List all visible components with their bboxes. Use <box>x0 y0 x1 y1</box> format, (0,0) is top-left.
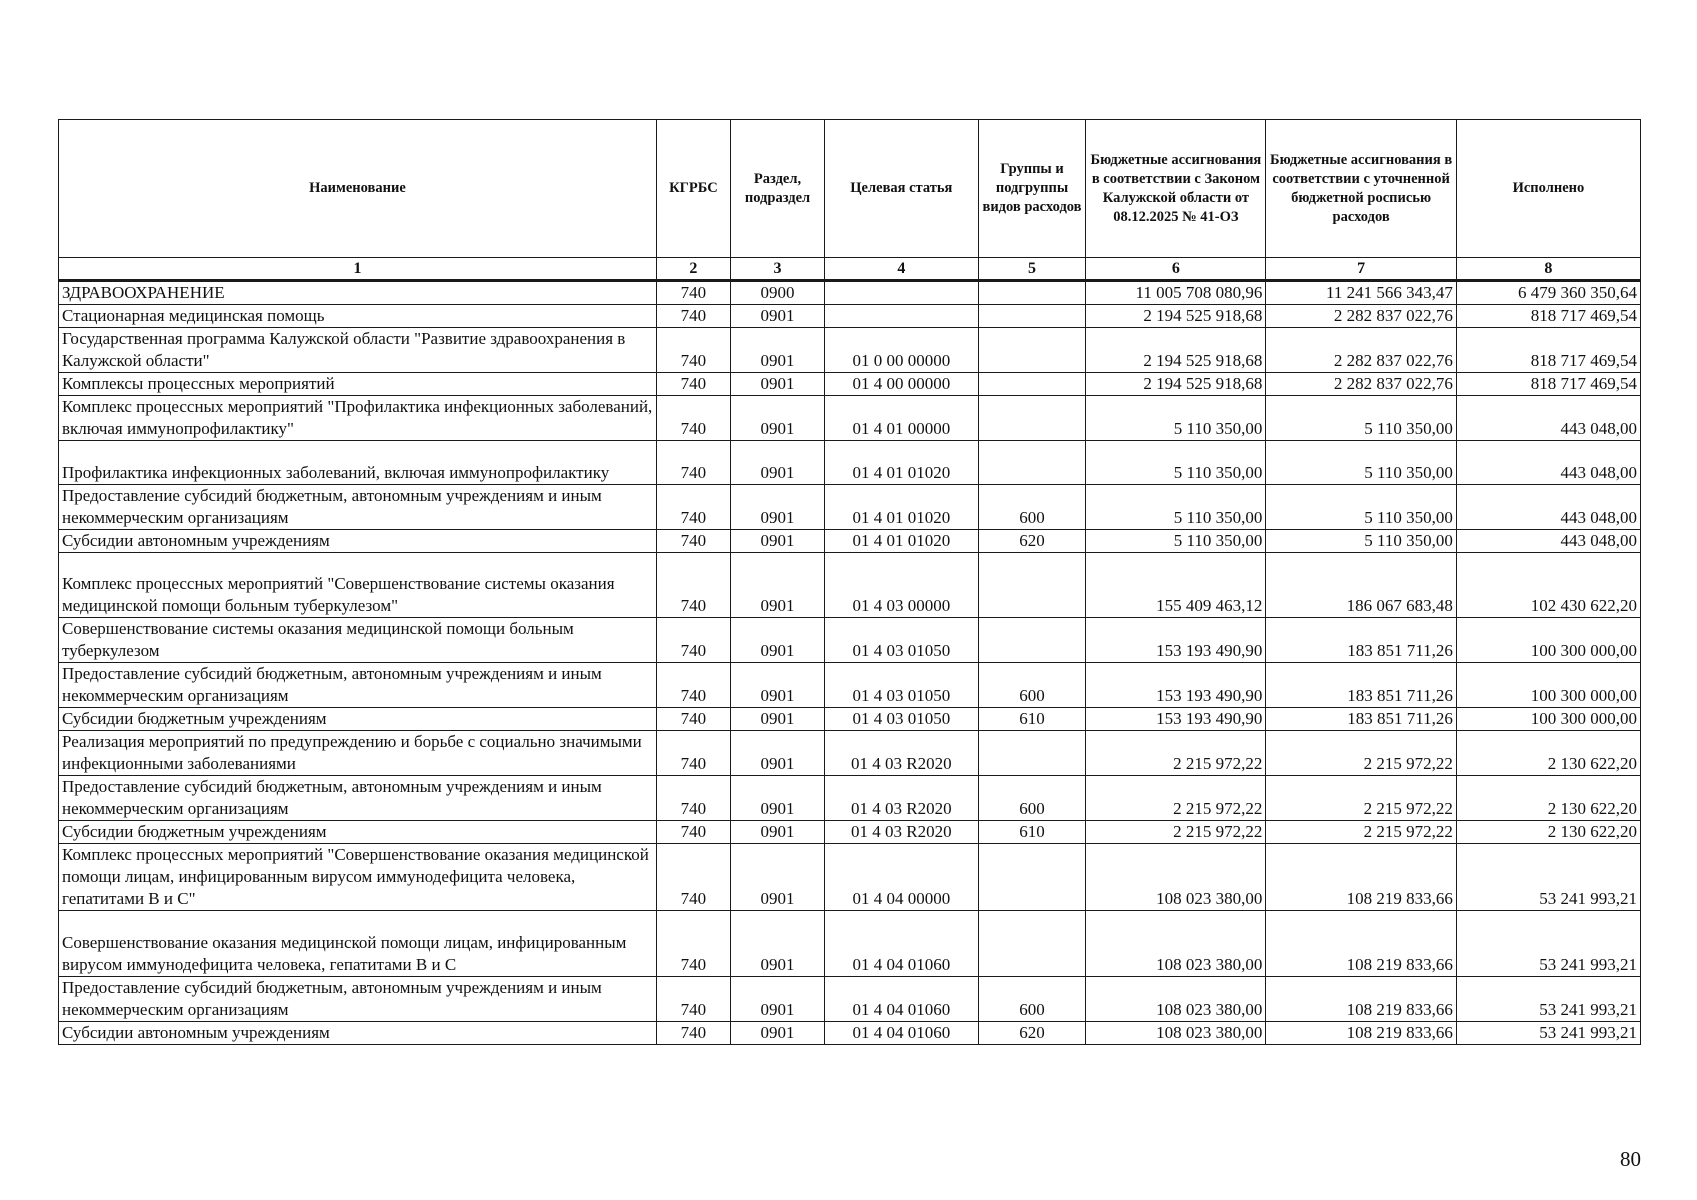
row-law-allocation: 11 005 708 080,96 <box>1086 281 1266 305</box>
row-expense-group: 600 <box>978 663 1086 708</box>
row-section: 0901 <box>730 821 824 844</box>
row-section: 0901 <box>730 663 824 708</box>
row-executed: 818 717 469,54 <box>1456 373 1640 396</box>
row-expense-group: 610 <box>978 708 1086 731</box>
table-row <box>59 821 1641 844</box>
row-name: Совершенствование системы оказания медицинской помощи больным туберкулезом <box>59 618 657 663</box>
row-law-allocation: 2 194 525 918,68 <box>1086 305 1266 328</box>
row-name: Совершенствование оказания медицинской помощи лицам, инфицированным вирусом иммунодефицита человека, гепатитами B и C <box>59 911 657 977</box>
table-row <box>59 441 1641 485</box>
column-number: 5 <box>978 258 1086 281</box>
row-target-article: 01 4 01 01020 <box>825 530 978 553</box>
row-target-article: 01 4 04 01060 <box>825 911 978 977</box>
row-target-article: 01 4 04 01060 <box>825 977 978 1022</box>
row-refined-allocation: 5 110 350,00 <box>1266 396 1456 441</box>
row-section: 0901 <box>730 1022 824 1045</box>
row-refined-allocation: 183 851 711,26 <box>1266 663 1456 708</box>
row-name: Реализация мероприятий по предупреждению и борьбе с социально значимыми инфекционными заболеваниями <box>59 731 657 776</box>
row-target-article: 01 4 03 01050 <box>825 618 978 663</box>
row-name: Субсидии автономным учреждениям <box>59 530 657 553</box>
table-row <box>59 977 1641 1022</box>
row-target-article: 01 4 03 R2020 <box>825 776 978 821</box>
row-section: 0901 <box>730 911 824 977</box>
row-law-allocation: 5 110 350,00 <box>1086 485 1266 530</box>
row-name: Предоставление субсидий бюджетным, автономным учреждениям и иным некоммерческим организациям <box>59 977 657 1022</box>
row-executed: 100 300 000,00 <box>1456 663 1640 708</box>
row-section: 0901 <box>730 708 824 731</box>
table-body <box>59 281 1641 1045</box>
row-law-allocation: 2 194 525 918,68 <box>1086 328 1266 373</box>
row-name: Комплексы процессных мероприятий <box>59 373 657 396</box>
row-expense-group: 620 <box>978 530 1086 553</box>
row-section: 0901 <box>730 305 824 328</box>
row-target-article: 01 4 04 00000 <box>825 844 978 911</box>
column-number: 3 <box>730 258 824 281</box>
row-section: 0901 <box>730 485 824 530</box>
row-expense-group: 600 <box>978 485 1086 530</box>
table-row <box>59 776 1641 821</box>
row-refined-allocation: 108 219 833,66 <box>1266 844 1456 911</box>
row-executed: 53 241 993,21 <box>1456 977 1640 1022</box>
row-kgrbs: 740 <box>656 396 730 441</box>
row-expense-group <box>978 844 1086 911</box>
table-row <box>59 530 1641 553</box>
row-kgrbs: 740 <box>656 911 730 977</box>
row-kgrbs: 740 <box>656 530 730 553</box>
row-name: Комплекс процессных мероприятий "Совершенствование оказания медицинской помощи лицам, инфицированным вирусом иммунодефицита человека, гепатитами B и C" <box>59 844 657 911</box>
row-kgrbs: 740 <box>656 553 730 618</box>
row-section: 0901 <box>730 731 824 776</box>
row-executed: 443 048,00 <box>1456 396 1640 441</box>
table-row <box>59 485 1641 530</box>
row-kgrbs: 740 <box>656 281 730 305</box>
row-section: 0901 <box>730 396 824 441</box>
row-section: 0901 <box>730 844 824 911</box>
row-kgrbs: 740 <box>656 1022 730 1045</box>
row-executed: 53 241 993,21 <box>1456 911 1640 977</box>
row-expense-group <box>978 441 1086 485</box>
row-expense-group <box>978 281 1086 305</box>
row-refined-allocation: 108 219 833,66 <box>1266 1022 1456 1045</box>
row-target-article: 01 4 01 00000 <box>825 396 978 441</box>
row-kgrbs: 740 <box>656 618 730 663</box>
row-target-article: 01 4 04 01060 <box>825 1022 978 1045</box>
row-kgrbs: 740 <box>656 821 730 844</box>
row-executed: 443 048,00 <box>1456 485 1640 530</box>
row-law-allocation: 2 215 972,22 <box>1086 821 1266 844</box>
page-number: 80 <box>1620 1147 1641 1171</box>
row-name: Субсидии автономным учреждениям <box>59 1022 657 1045</box>
row-refined-allocation: 108 219 833,66 <box>1266 977 1456 1022</box>
row-target-article: 01 4 03 R2020 <box>825 731 978 776</box>
header-section: Раздел, подраздел <box>730 120 824 258</box>
table-row <box>59 911 1641 977</box>
column-number: 6 <box>1086 258 1266 281</box>
column-number: 4 <box>825 258 978 281</box>
row-expense-group: 620 <box>978 1022 1086 1045</box>
column-number: 1 <box>59 258 657 281</box>
row-kgrbs: 740 <box>656 731 730 776</box>
row-target-article: 01 4 03 01050 <box>825 708 978 731</box>
row-expense-group <box>978 731 1086 776</box>
row-refined-allocation: 2 282 837 022,76 <box>1266 305 1456 328</box>
row-section: 0901 <box>730 373 824 396</box>
row-name: Субсидии бюджетным учреждениям <box>59 821 657 844</box>
row-name: Субсидии бюджетным учреждениям <box>59 708 657 731</box>
table-row <box>59 708 1641 731</box>
row-expense-group: 600 <box>978 776 1086 821</box>
row-kgrbs: 740 <box>656 776 730 821</box>
row-name: Государственная программа Калужской области "Развитие здравоохранения в Калужской области" <box>59 328 657 373</box>
row-name: Предоставление субсидий бюджетным, автономным учреждениям и иным некоммерческим организациям <box>59 485 657 530</box>
column-number: 8 <box>1456 258 1640 281</box>
row-name: Комплекс процессных мероприятий "Профилактика инфекционных заболеваний, включая иммунопрофилактику" <box>59 396 657 441</box>
column-number: 2 <box>656 258 730 281</box>
row-refined-allocation: 2 282 837 022,76 <box>1266 328 1456 373</box>
header-executed: Исполнено <box>1456 120 1640 258</box>
row-section: 0900 <box>730 281 824 305</box>
row-expense-group: 610 <box>978 821 1086 844</box>
column-number-row <box>59 258 1641 281</box>
column-number: 7 <box>1266 258 1456 281</box>
row-target-article: 01 4 01 01020 <box>825 485 978 530</box>
row-target-article: 01 4 03 00000 <box>825 553 978 618</box>
row-target-article: 01 0 00 00000 <box>825 328 978 373</box>
row-executed: 818 717 469,54 <box>1456 328 1640 373</box>
header-refined-allocation: Бюджетные ассигнования в соответствии с уточненной бюджетной росписью расходов <box>1266 120 1456 258</box>
row-refined-allocation: 2 215 972,22 <box>1266 731 1456 776</box>
row-refined-allocation: 11 241 566 343,47 <box>1266 281 1456 305</box>
table-row <box>59 396 1641 441</box>
table-row <box>59 618 1641 663</box>
header-row <box>59 120 1641 258</box>
row-refined-allocation: 2 282 837 022,76 <box>1266 373 1456 396</box>
row-law-allocation: 108 023 380,00 <box>1086 844 1266 911</box>
row-name: Предоставление субсидий бюджетным, автономным учреждениям и иным некоммерческим организациям <box>59 663 657 708</box>
header-target: Целевая статья <box>825 120 978 258</box>
row-refined-allocation: 2 215 972,22 <box>1266 821 1456 844</box>
row-name: Комплекс процессных мероприятий "Совершенствование системы оказания медицинской помощи больным туберкулезом" <box>59 553 657 618</box>
row-expense-group <box>978 553 1086 618</box>
row-kgrbs: 740 <box>656 977 730 1022</box>
row-law-allocation: 2 194 525 918,68 <box>1086 373 1266 396</box>
row-kgrbs: 740 <box>656 485 730 530</box>
row-law-allocation: 108 023 380,00 <box>1086 1022 1266 1045</box>
budget-table <box>58 119 1641 1045</box>
row-kgrbs: 740 <box>656 305 730 328</box>
row-law-allocation: 153 193 490,90 <box>1086 708 1266 731</box>
row-executed: 443 048,00 <box>1456 441 1640 485</box>
table-row <box>59 663 1641 708</box>
row-law-allocation: 153 193 490,90 <box>1086 618 1266 663</box>
row-refined-allocation: 186 067 683,48 <box>1266 553 1456 618</box>
row-refined-allocation: 5 110 350,00 <box>1266 441 1456 485</box>
row-expense-group <box>978 396 1086 441</box>
row-target-article: 01 4 00 00000 <box>825 373 978 396</box>
row-executed: 100 300 000,00 <box>1456 618 1640 663</box>
row-refined-allocation: 183 851 711,26 <box>1266 708 1456 731</box>
row-law-allocation: 155 409 463,12 <box>1086 553 1266 618</box>
row-law-allocation: 108 023 380,00 <box>1086 911 1266 977</box>
row-expense-group <box>978 618 1086 663</box>
row-executed: 2 130 622,20 <box>1456 776 1640 821</box>
row-target-article: 01 4 01 01020 <box>825 441 978 485</box>
row-law-allocation: 2 215 972,22 <box>1086 731 1266 776</box>
table-row <box>59 731 1641 776</box>
row-executed: 53 241 993,21 <box>1456 844 1640 911</box>
row-executed: 2 130 622,20 <box>1456 731 1640 776</box>
row-kgrbs: 740 <box>656 663 730 708</box>
table-row <box>59 1022 1641 1045</box>
header-kgrbs: КГРБС <box>656 120 730 258</box>
row-name: Предоставление субсидий бюджетным, автономным учреждениям и иным некоммерческим организациям <box>59 776 657 821</box>
table-row <box>59 373 1641 396</box>
table-row <box>59 305 1641 328</box>
row-law-allocation: 153 193 490,90 <box>1086 663 1266 708</box>
row-expense-group <box>978 911 1086 977</box>
row-kgrbs: 740 <box>656 373 730 396</box>
row-law-allocation: 2 215 972,22 <box>1086 776 1266 821</box>
row-target-article <box>825 305 978 328</box>
row-expense-group: 600 <box>978 977 1086 1022</box>
row-kgrbs: 740 <box>656 844 730 911</box>
row-name: Профилактика инфекционных заболеваний, включая иммунопрофилактику <box>59 441 657 485</box>
row-refined-allocation: 5 110 350,00 <box>1266 530 1456 553</box>
row-section: 0901 <box>730 328 824 373</box>
table-row <box>59 328 1641 373</box>
row-refined-allocation: 2 215 972,22 <box>1266 776 1456 821</box>
row-section: 0901 <box>730 530 824 553</box>
row-executed: 2 130 622,20 <box>1456 821 1640 844</box>
header-law-allocation: Бюджетные ассигнования в соответствии с Законом Калужской области от 08.12.2025 № 41-ОЗ <box>1086 120 1266 258</box>
row-kgrbs: 740 <box>656 328 730 373</box>
row-executed: 100 300 000,00 <box>1456 708 1640 731</box>
table-row <box>59 844 1641 911</box>
row-expense-group <box>978 328 1086 373</box>
row-section: 0901 <box>730 618 824 663</box>
row-name: ЗДРАВООХРАНЕНИЕ <box>59 281 657 305</box>
row-section: 0901 <box>730 776 824 821</box>
header-groups: Группы и подгруппы видов расходов <box>978 120 1086 258</box>
row-law-allocation: 5 110 350,00 <box>1086 396 1266 441</box>
row-kgrbs: 740 <box>656 441 730 485</box>
row-executed: 53 241 993,21 <box>1456 1022 1640 1045</box>
row-refined-allocation: 108 219 833,66 <box>1266 911 1456 977</box>
row-executed: 443 048,00 <box>1456 530 1640 553</box>
row-section: 0901 <box>730 977 824 1022</box>
row-executed: 6 479 360 350,64 <box>1456 281 1640 305</box>
row-section: 0901 <box>730 441 824 485</box>
row-target-article: 01 4 03 01050 <box>825 663 978 708</box>
row-refined-allocation: 183 851 711,26 <box>1266 618 1456 663</box>
table-row <box>59 553 1641 618</box>
table-row <box>59 281 1641 305</box>
row-kgrbs: 740 <box>656 708 730 731</box>
row-expense-group <box>978 373 1086 396</box>
row-executed: 818 717 469,54 <box>1456 305 1640 328</box>
row-refined-allocation: 5 110 350,00 <box>1266 485 1456 530</box>
row-name: Стационарная медицинская помощь <box>59 305 657 328</box>
row-law-allocation: 5 110 350,00 <box>1086 441 1266 485</box>
row-law-allocation: 5 110 350,00 <box>1086 530 1266 553</box>
row-law-allocation: 108 023 380,00 <box>1086 977 1266 1022</box>
row-target-article: 01 4 03 R2020 <box>825 821 978 844</box>
row-section: 0901 <box>730 553 824 618</box>
row-expense-group <box>978 305 1086 328</box>
header-name: Наименование <box>59 120 657 258</box>
row-target-article <box>825 281 978 305</box>
row-executed: 102 430 622,20 <box>1456 553 1640 618</box>
